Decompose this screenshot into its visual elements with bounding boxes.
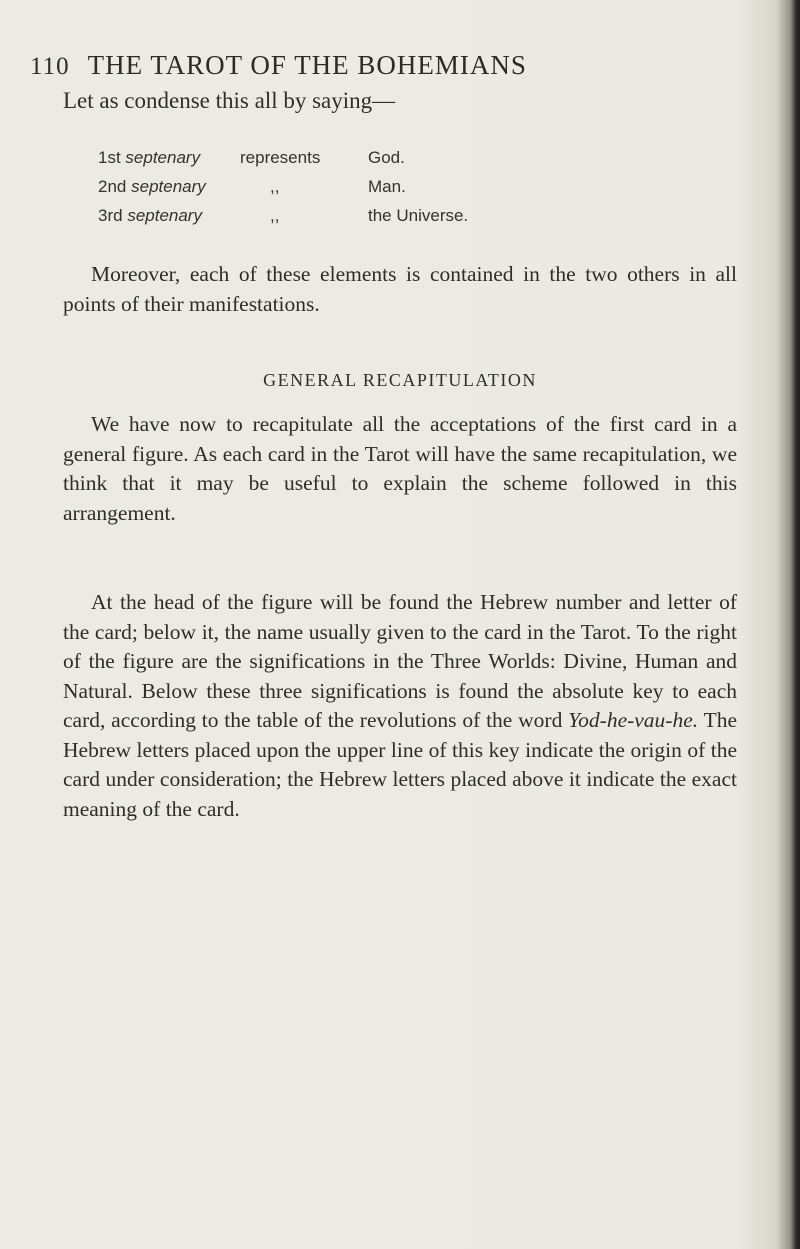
septenary-object: God. <box>368 147 405 167</box>
section-heading: GENERAL RECAPITULATION <box>263 370 537 390</box>
septenary-verb: represents <box>240 147 321 167</box>
septenary-term: septenary <box>131 176 206 196</box>
septenary-ordinal: 1st <box>98 147 121 167</box>
septenary-term: septenary <box>127 205 202 225</box>
paragraph-1 <box>63 260 737 319</box>
septenary-verb: ,, <box>270 176 280 196</box>
septenary-row <box>98 172 468 201</box>
running-header <box>30 50 670 81</box>
septenary-object: the Universe. <box>368 205 469 225</box>
paragraph-2-text: We have now to recapitulate all the acceptations of the first card in a general figure. As each card in the Tarot will have the same recapitulation, we think that it may be useful to explain the scheme followed in this arrangement. <box>63 412 737 525</box>
septenary-term: septenary <box>125 147 201 167</box>
lead-line: Let as condense this all by saying— <box>63 88 396 113</box>
septenary-verb: ,, <box>270 205 280 225</box>
septenary-ordinal: 3rd <box>98 205 123 225</box>
running-title: THE TAROT OF THE BOHEMIANS <box>87 50 527 80</box>
paragraph-2 <box>63 410 737 528</box>
paragraph-3 <box>63 588 737 824</box>
septenary-row <box>98 143 468 172</box>
septenary-object: Man. <box>368 176 406 196</box>
septenary-row <box>98 201 468 230</box>
septenary-table <box>98 143 468 230</box>
page-number: 110 <box>30 53 70 80</box>
page-edge-shadow <box>790 0 800 1249</box>
paragraph-3-italic-word: Yod-he-vau-he. <box>568 708 699 732</box>
paragraph-3-text: At the head of the figure will be found the Hebrew number and letter of the card; below it, the name usually given to the card in the Tarot. To the right of the figure are the significations in the Three Worlds: Divine, Human and Natural. Below these three significations is found the absolute key to each card, according to the table of the revolutions of the word <box>63 590 737 732</box>
septenary-ordinal: 2nd <box>98 176 127 196</box>
paragraph-1-text: Moreover, each of these elements is contained in the two others in all points of their manifestations. <box>63 262 737 316</box>
paragraph-3-text-end: The Hebrew letters placed upon the upper line of this key indicate the origin of the card under consideration; the Hebrew letters placed above it indicate the exact meaning of the card. <box>63 708 737 821</box>
